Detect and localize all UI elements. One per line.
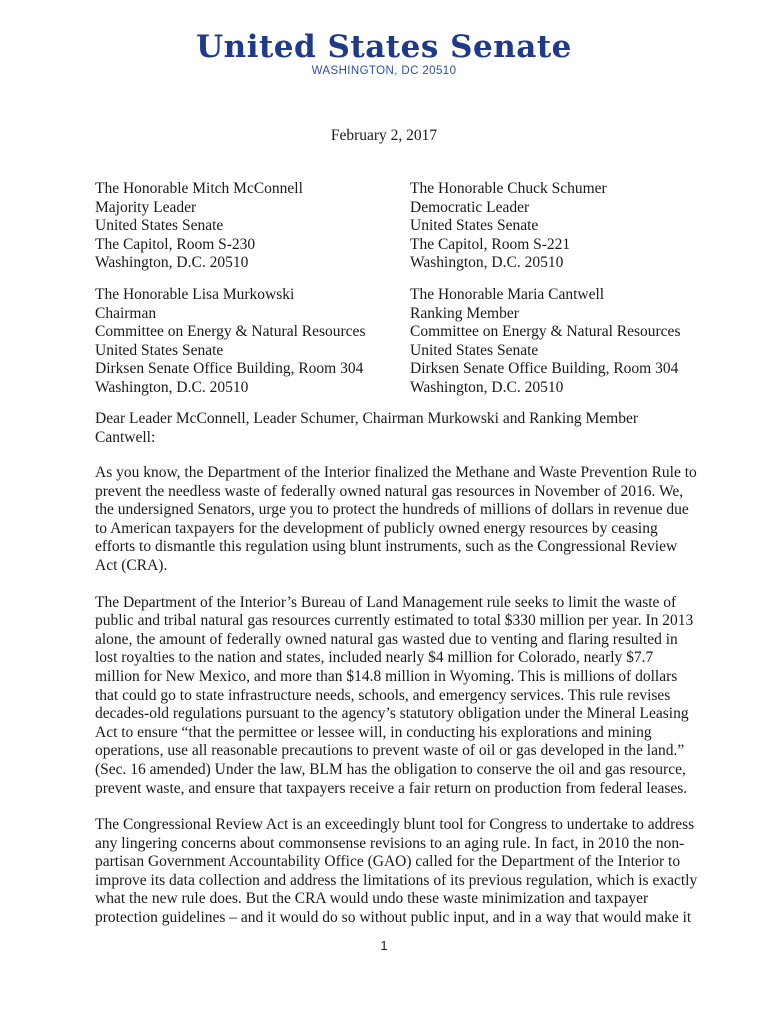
address-line: The Honorable Lisa Murkowski [95, 286, 295, 303]
paragraph-line: any lingering concerns about commonsense revisions to an aging rule. In fact, in 2010 the non- [95, 834, 685, 852]
letter-date: February 2, 2017 [330, 127, 438, 144]
address-line: Washington, D.C. 20510 [410, 254, 564, 272]
paragraph-line: that could go to state infrastructure needs, schools, and emergency services. This rule revises [95, 686, 671, 704]
paragraph-line: As you know, the Department of the Interior finalized the Methane and Waste Prevention Rule to [95, 464, 697, 481]
salutation-line: Cantwell: [95, 428, 156, 446]
address-line: United States Senate [95, 341, 224, 359]
address-line: Committee on Energy & Natural Resources [95, 323, 366, 341]
salutation-line: Dear Leader McConnell, Leader Schumer, Chairman Murkowski and Ranking Member [95, 410, 639, 427]
address-line: Washington, D.C. 20510 [95, 254, 249, 272]
paragraph-line: Act to ensure “that the permittee or lessee will, in conducting his explorations and mining [95, 723, 652, 741]
recipient-block-mcconnell [95, 180, 303, 273]
letterhead-title: United States Senate [196, 29, 572, 65]
paragraph-line: decades-old regulations pursuant to the agency’s statutory obligation under the Mineral Leasing [95, 705, 689, 723]
address-line: The Honorable Maria Cantwell [410, 286, 605, 303]
address-line: Washington, D.C. 20510 [95, 378, 249, 396]
address-line: Ranking Member [410, 304, 519, 322]
address-line: Washington, D.C. 20510 [410, 378, 564, 396]
address-line: Dirksen Senate Office Building, Room 304 [95, 360, 364, 378]
address-line: The Capitol, Room S-221 [410, 235, 571, 253]
address-line: The Honorable Mitch McConnell [95, 180, 303, 197]
paragraph-line: (Sec. 16 amended) Under the law, BLM has the obligation to conserve the oil and gas resource, [95, 760, 686, 778]
recipient-block-cantwell [410, 286, 680, 398]
paragraph-line: alone, the amount of federally owned natural gas wasted due to venting and flaring resulted in [95, 630, 678, 648]
paragraph-line: operations, use all reasonable precautions to prevent waste of oil or gas developed in the land.” [95, 742, 685, 760]
recipient-block-murkowski [95, 286, 365, 398]
paragraph-methane-rule [95, 464, 695, 576]
paragraph-line: The Congressional Review Act is an exceedingly blunt tool for Congress to undertake to address [95, 816, 695, 834]
paragraph-cra [95, 816, 698, 928]
paragraph-line: what the new rule does. But the CRA would undo these waste minimization and taxpayer [95, 890, 649, 908]
paragraph-line: protection guidelines – and it would do so without public input, and in a way that would make it [95, 909, 692, 927]
paragraph-line: improve its data collection and address the limitations of its previous regulation, which is exactly [95, 871, 698, 889]
letter-body [95, 464, 698, 946]
paragraph-line: partisan Government Accountability Office (GAO) called for the Department of the Interior to [95, 853, 681, 871]
address-line: Dirksen Senate Office Building, Room 304 [410, 360, 679, 378]
letterhead [0, 30, 768, 77]
paragraph-line: efforts to dismantle this regulation using blunt instruments, such as the Congressional Review [95, 538, 678, 556]
address-line: Democratic Leader [410, 198, 530, 216]
paragraph-line: public and tribal natural gas resources currently estimated to total $330 million per year. In 2013 [95, 612, 694, 630]
paragraph-line: The Department of the Interior’s Bureau of Land Management rule seeks to limit the waste of [95, 593, 677, 611]
address-line: United States Senate [410, 217, 539, 235]
letterhead-subtitle: WASHINGTON, DC 20510 [311, 65, 457, 77]
paragraph-blm-rule [95, 594, 695, 799]
address-line: United States Senate [410, 341, 539, 359]
address-line: United States Senate [95, 217, 224, 235]
address-line: The Capitol, Room S-230 [95, 235, 256, 253]
address-line: Majority Leader [95, 198, 197, 216]
paragraph-line: lost royalties to the nation and states, included nearly $4 million for Colorado, nearly $7.7 [95, 649, 654, 667]
paragraph-line: prevent waste, and ensure that taxpayers receive a fair return on production from federal leases. [95, 779, 688, 797]
address-line: The Honorable Chuck Schumer [410, 180, 607, 197]
page-number: 1 [380, 938, 388, 953]
address-line: Chairman [95, 304, 157, 322]
paragraph-line: prevent the needless waste of federally owned natural gas resources in November of 2016. We, [95, 482, 684, 500]
paragraph-line: to American taxpayers for the development of publicly owned energy resources by ceasing [95, 519, 658, 537]
paragraph-line: the undersigned Senators, urge you to protect the hundreds of millions of dollars in revenue due [95, 501, 689, 519]
paragraph-line: million for New Mexico, and more than $14.8 million in Wyoming. This is millions of dollars [95, 667, 678, 685]
salutation [95, 410, 695, 465]
recipient-block-schumer [410, 180, 607, 273]
paragraph-line: Act (CRA). [95, 556, 168, 574]
address-line: Committee on Energy & Natural Resources [410, 323, 681, 341]
